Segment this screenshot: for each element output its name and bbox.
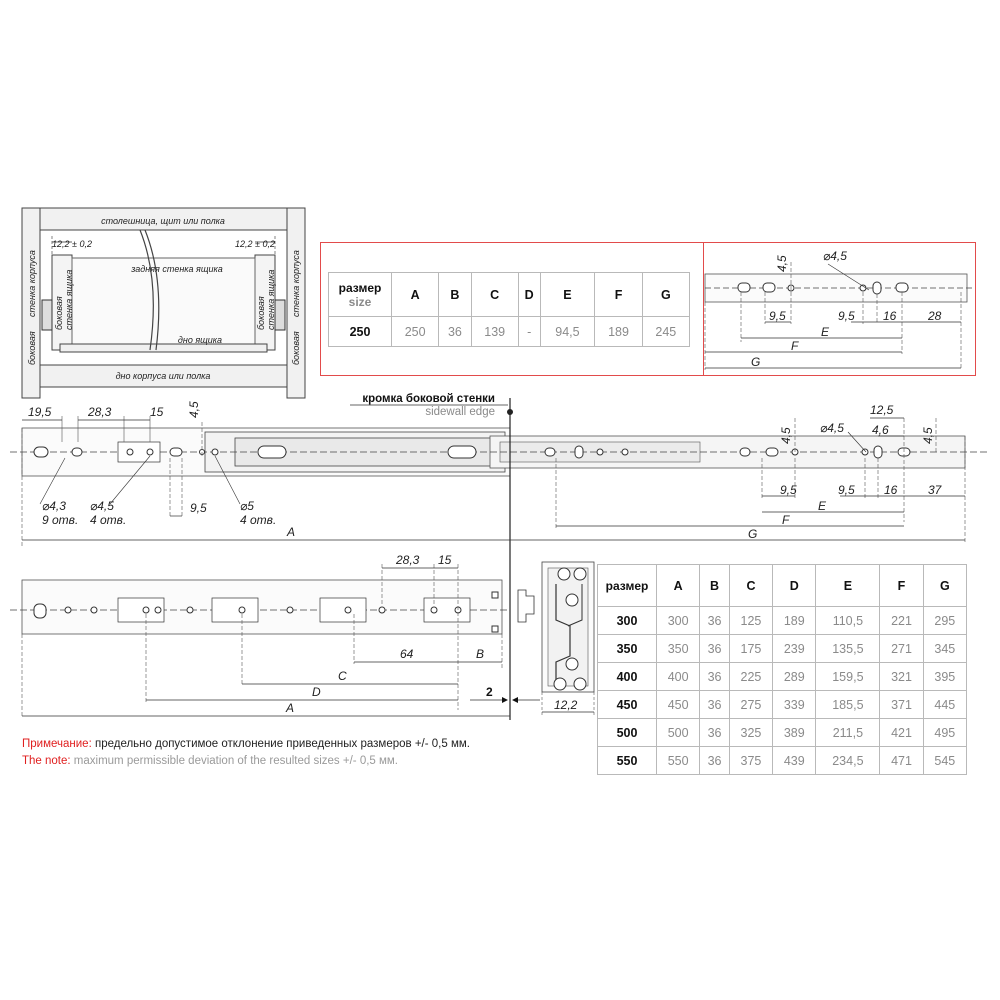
dim-19-5: 19,5 — [28, 405, 52, 419]
dim-15: 15 — [150, 405, 164, 419]
main-col-f: F — [880, 565, 923, 607]
cell: 450 — [657, 691, 700, 719]
cross-section-diagram — [0, 0, 320, 400]
row-size: 450 — [598, 691, 657, 719]
extended-rail-diagram — [0, 398, 1000, 550]
dim-16-r: 16 — [884, 483, 898, 497]
qty-4-b: 4 отв. — [240, 513, 277, 527]
note-en — [22, 755, 398, 767]
col-header-d: D — [518, 273, 540, 317]
cell: 225 — [729, 663, 772, 691]
dim-hole-4-5: ⌀4,5 — [823, 249, 847, 263]
cell: 350 — [657, 635, 700, 663]
cell: 289 — [773, 663, 816, 691]
qty-4-a: 4 отв. — [90, 513, 127, 527]
main-col-d: D — [773, 565, 816, 607]
row-size: 350 — [598, 635, 657, 663]
cell: 325 — [729, 719, 772, 747]
dim-9-5-left: 9,5 — [769, 309, 786, 323]
main-col-c: C — [729, 565, 772, 607]
value-g: 245 — [642, 317, 689, 347]
label-top-panel: столешница, щит или полка — [101, 216, 225, 226]
dim-4-5-right: 4,5 — [779, 427, 793, 444]
value-d: - — [518, 317, 540, 347]
dim-c: C — [338, 669, 347, 683]
cell: 495 — [923, 719, 966, 747]
col-header-f: F — [595, 273, 642, 317]
label-drawer-side-right-1: боковая — [256, 296, 266, 330]
dim-b: B — [476, 647, 485, 661]
row-size: 300 — [598, 607, 657, 635]
cell: 211,5 — [816, 719, 880, 747]
main-col-b: B — [700, 565, 730, 607]
cell: 421 — [880, 719, 923, 747]
size-header-ru: размер — [338, 280, 382, 295]
main-size-header: размер — [598, 565, 657, 607]
rail-right — [275, 300, 285, 330]
col-header-b: B — [439, 273, 471, 317]
label-drawer-side-left-1: боковая — [54, 296, 64, 330]
row-size: 550 — [598, 747, 657, 775]
cell: 545 — [923, 747, 966, 775]
rail-profile-diagram — [512, 560, 596, 720]
dim-28: 28 — [928, 309, 942, 323]
cell: 36 — [700, 635, 730, 663]
cell: 345 — [923, 635, 966, 663]
cell: 135,5 — [816, 635, 880, 663]
cell: 189 — [773, 607, 816, 635]
hole-4-5: ⌀4,5 — [90, 499, 114, 513]
dim-4-5-far: 4,5 — [921, 427, 935, 444]
cell: 175 — [729, 635, 772, 663]
label-back-wall: задняя стенка ящика — [131, 264, 223, 274]
label-drawer-side-right-2: стенка ящика — [266, 269, 276, 330]
dim-4-5: 4,5 — [775, 255, 789, 272]
cell: 275 — [729, 691, 772, 719]
label-drawer-side-left-2: стенка ящика — [64, 269, 74, 330]
cell: 271 — [880, 635, 923, 663]
hole-4-5-right: ⌀4,5 — [820, 421, 844, 435]
cell: 295 — [923, 607, 966, 635]
dimension-table — [597, 564, 967, 775]
cell: 500 — [657, 719, 700, 747]
cell: 439 — [773, 747, 816, 775]
label-side-wall-left-1: боковая — [27, 331, 37, 365]
cell: 395 — [923, 663, 966, 691]
table-row — [598, 635, 967, 663]
dim-12-2: 12,2 — [554, 698, 578, 712]
dim-d: D — [312, 685, 321, 699]
rail-left — [42, 300, 52, 330]
size-250-table — [328, 272, 690, 347]
label-bottom-panel: дно корпуса или полка — [115, 371, 211, 381]
cell: 321 — [880, 663, 923, 691]
value-b: 36 — [439, 317, 471, 347]
dim-28-3-bottom: 28,3 — [396, 553, 420, 567]
dim-g: G — [751, 355, 761, 369]
sidewall-edge-en: sidewall edge — [425, 406, 495, 418]
dim-64: 64 — [400, 647, 414, 661]
note-ru — [22, 738, 470, 750]
cell: 36 — [700, 663, 730, 691]
cell: 110,5 — [816, 607, 880, 635]
cell: 159,5 — [816, 663, 880, 691]
cell: 36 — [700, 607, 730, 635]
dim-12-5: 12,5 — [870, 403, 894, 417]
retracted-rail-diagram — [0, 550, 600, 720]
qty-9: 9 отв. — [42, 513, 79, 527]
dim-f-r: F — [782, 513, 790, 527]
dim-a-top: A — [287, 525, 296, 539]
table-row — [598, 607, 967, 635]
label-gap-right: 12,2 ± 0,2 — [235, 239, 275, 249]
cell: 36 — [700, 691, 730, 719]
cell: 375 — [729, 747, 772, 775]
table-row — [598, 663, 967, 691]
size-header-cell — [329, 273, 392, 317]
main-col-g: G — [923, 565, 966, 607]
cell: 471 — [880, 747, 923, 775]
col-header-a: A — [392, 273, 439, 317]
col-header-e: E — [540, 273, 595, 317]
cell: 300 — [657, 607, 700, 635]
col-header-g: G — [642, 273, 689, 317]
cell: 371 — [880, 691, 923, 719]
value-a: 250 — [392, 317, 439, 347]
dim-2: 2 — [486, 685, 493, 699]
label-side-wall-right-1: боковая — [291, 331, 301, 365]
note-ru-text: предельно допустимое отклонение приведенных размеров +/- 0,5 мм. — [94, 738, 470, 750]
note-en-label: The note: — [22, 755, 71, 767]
value-c: 139 — [471, 317, 518, 347]
table-row — [598, 747, 967, 775]
dim-16: 16 — [883, 309, 897, 323]
label-gap-left: 12,2 ± 0,2 — [52, 239, 92, 249]
dim-e-r: E — [818, 499, 827, 513]
cell: 389 — [773, 719, 816, 747]
hole-5: ⌀5 — [240, 499, 254, 513]
drawer-bottom — [60, 344, 267, 352]
value-f: 189 — [595, 317, 642, 347]
label-side-wall-left-2: стенка корпуса — [27, 250, 37, 317]
dim-9-5-ra: 9,5 — [780, 483, 797, 497]
dim-15-bottom: 15 — [438, 553, 452, 567]
size-cell: 250 — [329, 317, 392, 347]
cell: 234,5 — [816, 747, 880, 775]
table-row — [598, 691, 967, 719]
col-header-c: C — [471, 273, 518, 317]
cell: 339 — [773, 691, 816, 719]
note-en-text: maximum permissible deviation of the resulted sizes +/- 0,5 мм. — [73, 755, 399, 767]
sidewall-edge-ru: кромка боковой стенки — [362, 393, 495, 405]
dim-37: 37 — [928, 483, 942, 497]
cell: 125 — [729, 607, 772, 635]
dim-4-5-left: 4,5 — [187, 401, 201, 418]
dim-g-r: G — [748, 527, 758, 541]
row-size: 400 — [598, 663, 657, 691]
note-ru-label: Примечание: — [22, 738, 92, 750]
size-header-en: size — [348, 294, 372, 309]
label-side-wall-right-2: стенка корпуса — [291, 250, 301, 317]
main-col-a: A — [657, 565, 700, 607]
dim-4-6: 4,6 — [872, 423, 889, 437]
cell: 445 — [923, 691, 966, 719]
dim-9-5: 9,5 — [190, 501, 207, 515]
dim-e: E — [821, 325, 830, 339]
label-drawer-bottom: дно ящика — [177, 335, 223, 345]
cell: 400 — [657, 663, 700, 691]
main-col-e: E — [816, 565, 880, 607]
table-row — [598, 719, 967, 747]
cell: 185,5 — [816, 691, 880, 719]
cell: 550 — [657, 747, 700, 775]
cell: 239 — [773, 635, 816, 663]
dim-9-5-rb: 9,5 — [838, 483, 855, 497]
cell: 36 — [700, 719, 730, 747]
cell: 221 — [880, 607, 923, 635]
value-e: 94,5 — [540, 317, 595, 347]
hole-4-3: ⌀4,3 — [42, 499, 66, 513]
row-size: 500 — [598, 719, 657, 747]
dim-f: F — [791, 339, 799, 353]
dim-28-3: 28,3 — [88, 405, 112, 419]
detail-hole-diagram — [703, 242, 976, 376]
cell: 36 — [700, 747, 730, 775]
dim-9-5-right: 9,5 — [838, 309, 855, 323]
dim-a-bottom: A — [286, 701, 295, 715]
